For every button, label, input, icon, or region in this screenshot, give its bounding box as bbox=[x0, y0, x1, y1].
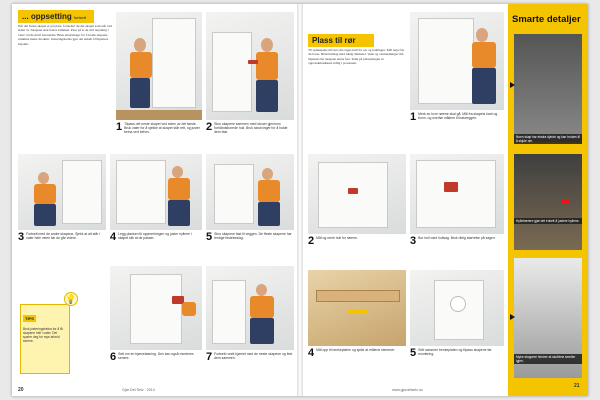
right-step-1-photo bbox=[410, 12, 504, 110]
right-footer: www.gjordetselv.no bbox=[392, 388, 423, 392]
step-6-text: Sett inn en hjørneløsning. Den kan også monteres senere. bbox=[118, 352, 194, 361]
right-step-4-photo bbox=[308, 270, 406, 346]
step-1-caption bbox=[116, 122, 202, 152]
tip-box bbox=[20, 304, 70, 374]
sidebar-caption-2: Hyllebærere gjør det enkelt å justere hyllene. bbox=[514, 218, 582, 224]
right-step-4-number: 4 bbox=[308, 348, 315, 359]
left-page-number: 20 bbox=[18, 387, 24, 393]
step-6-photo bbox=[110, 266, 202, 350]
step-7-photo bbox=[206, 266, 294, 350]
sidebar-photo-2 bbox=[514, 154, 582, 250]
left-intro-text: Når det første skapet er på plass, fortsetter du det skapet som står ved siden av. Skapene skal festes sammen. Pass på at de står nøyaktig i vater i forhold til hverandre. Bruk skrutvinger for å holde skapene sammen mens du skrur. Justeringsbeina gjør det enkelt å finjustere høyden. bbox=[18, 24, 112, 46]
tip-text: Bruk justeringsbeina for å få skapene helt i vater. Det sparer deg for mye arbeid senere. bbox=[23, 327, 63, 343]
pointer-icon-2 bbox=[510, 314, 515, 320]
step-2-photo bbox=[206, 12, 294, 120]
right-page-number: 21 bbox=[574, 383, 580, 389]
right-step-5-number: 5 bbox=[410, 348, 417, 359]
right-step-5-photo bbox=[410, 270, 504, 346]
step-5-photo bbox=[206, 154, 294, 230]
step-3-text: Fortsett med de andre skapene. Sjekk at alt står i vater hele veien før du går videre. bbox=[26, 232, 101, 241]
step-3-number: 3 bbox=[18, 232, 25, 243]
right-step-3-photo bbox=[410, 154, 504, 234]
step-2-number: 2 bbox=[206, 122, 213, 133]
right-step-2-text: Mål og merk hull for rørene. bbox=[316, 236, 358, 240]
right-step-2-photo bbox=[308, 154, 406, 234]
lightbulb-icon: 💡 bbox=[65, 294, 77, 304]
left-footer: Gjør Det Selv · 2014 bbox=[122, 388, 155, 392]
sidebar-caption-3: Myke stoppere hindrer at skuffene smeller igjen. bbox=[514, 354, 582, 364]
step-6-caption bbox=[110, 352, 202, 384]
right-step-2-caption bbox=[308, 236, 406, 266]
smart-details-sidebar bbox=[508, 4, 588, 396]
step-4-caption bbox=[110, 232, 202, 262]
step-5-number: 5 bbox=[206, 232, 213, 243]
sidebar-caption-1: Noen skap har ekstra dybde og kan brukes til å skjule rør. bbox=[514, 134, 582, 144]
right-page-header bbox=[308, 34, 374, 47]
step-4-text: Legg planken til oppmerkingen og juster hyllene i skapet slik at de passer. bbox=[118, 232, 192, 241]
step-1-photo bbox=[116, 12, 202, 120]
step-1-number: 1 bbox=[116, 122, 123, 133]
right-step-4-caption bbox=[308, 348, 406, 384]
right-step-1-number: 1 bbox=[410, 112, 417, 123]
right-step-3-text: Bor hull med hullsag. Bruk riktig størrelse på sagen. bbox=[418, 236, 496, 240]
right-step-3-caption bbox=[410, 236, 504, 266]
left-page-header bbox=[18, 10, 94, 23]
step-4-photo bbox=[110, 154, 202, 230]
step-5-text: Skru skapene fast til veggen. De fleste skapene har ferdige festebeslag. bbox=[214, 232, 292, 241]
right-step-2-number: 2 bbox=[308, 236, 315, 247]
pointer-icon bbox=[510, 82, 515, 88]
page-gutter bbox=[297, 4, 303, 396]
step-7-caption bbox=[206, 352, 294, 384]
step-1-text: Tilpass det neste skapet ved siden av det første. Bruk vater for å sjekke at skapet står rett, og juster beina ved behov. bbox=[124, 122, 200, 135]
red-arrow-icon bbox=[562, 200, 570, 203]
step-2-text: Skru skapene sammen med skruer gjennom forhåndsborede hull. Bruk skrutvinger for å holde dem fast. bbox=[214, 122, 288, 135]
right-step-1-text: Merk av hvor rørene skal gå. Mål fra skapets kant og bunn, og overfør målene til bakveggen. bbox=[418, 112, 498, 121]
left-header-title: ... oppsetting bbox=[22, 12, 72, 21]
step-7-text: Fortsett rundt hjørnet med de neste skapene og fest dem sammen. bbox=[214, 352, 293, 361]
sidebar-title: Smarte detaljer bbox=[512, 14, 581, 25]
right-intro-text: Til spiskapene må det ofte lages hull for rør og ledninger. Mål nøye før du borer. Bruk hullsag med riktig diameter. Vask og vannledninger må tilpasses før skapene skrus fast. Tenk på plasseringen av oppvaskmaskinen tidlig i prosessen. bbox=[308, 48, 405, 66]
left-header-sub: fortsett bbox=[73, 15, 87, 20]
step-3-photo bbox=[18, 154, 106, 230]
right-step-4-text: Mål opp til benkeplaten og sjekk at målene stemmer. bbox=[316, 348, 396, 352]
step-2-caption bbox=[206, 122, 294, 152]
right-step-5-caption bbox=[410, 348, 504, 384]
step-5-caption bbox=[206, 232, 294, 262]
sidebar-photo-1 bbox=[514, 34, 582, 142]
step-6-number: 6 bbox=[110, 352, 117, 363]
step-4-number: 4 bbox=[110, 232, 117, 243]
right-header-title: Plass til rør bbox=[312, 36, 356, 45]
step-3-caption bbox=[18, 232, 106, 262]
right-step-1-caption bbox=[410, 112, 504, 150]
step-7-number: 7 bbox=[206, 352, 213, 363]
right-step-3-number: 3 bbox=[410, 236, 417, 247]
right-step-5-text: Sett sammen benkeplaten og tilpass skapene før montering. bbox=[418, 348, 492, 357]
tip-label: TIPS bbox=[25, 316, 34, 321]
magazine-spread bbox=[12, 4, 588, 396]
